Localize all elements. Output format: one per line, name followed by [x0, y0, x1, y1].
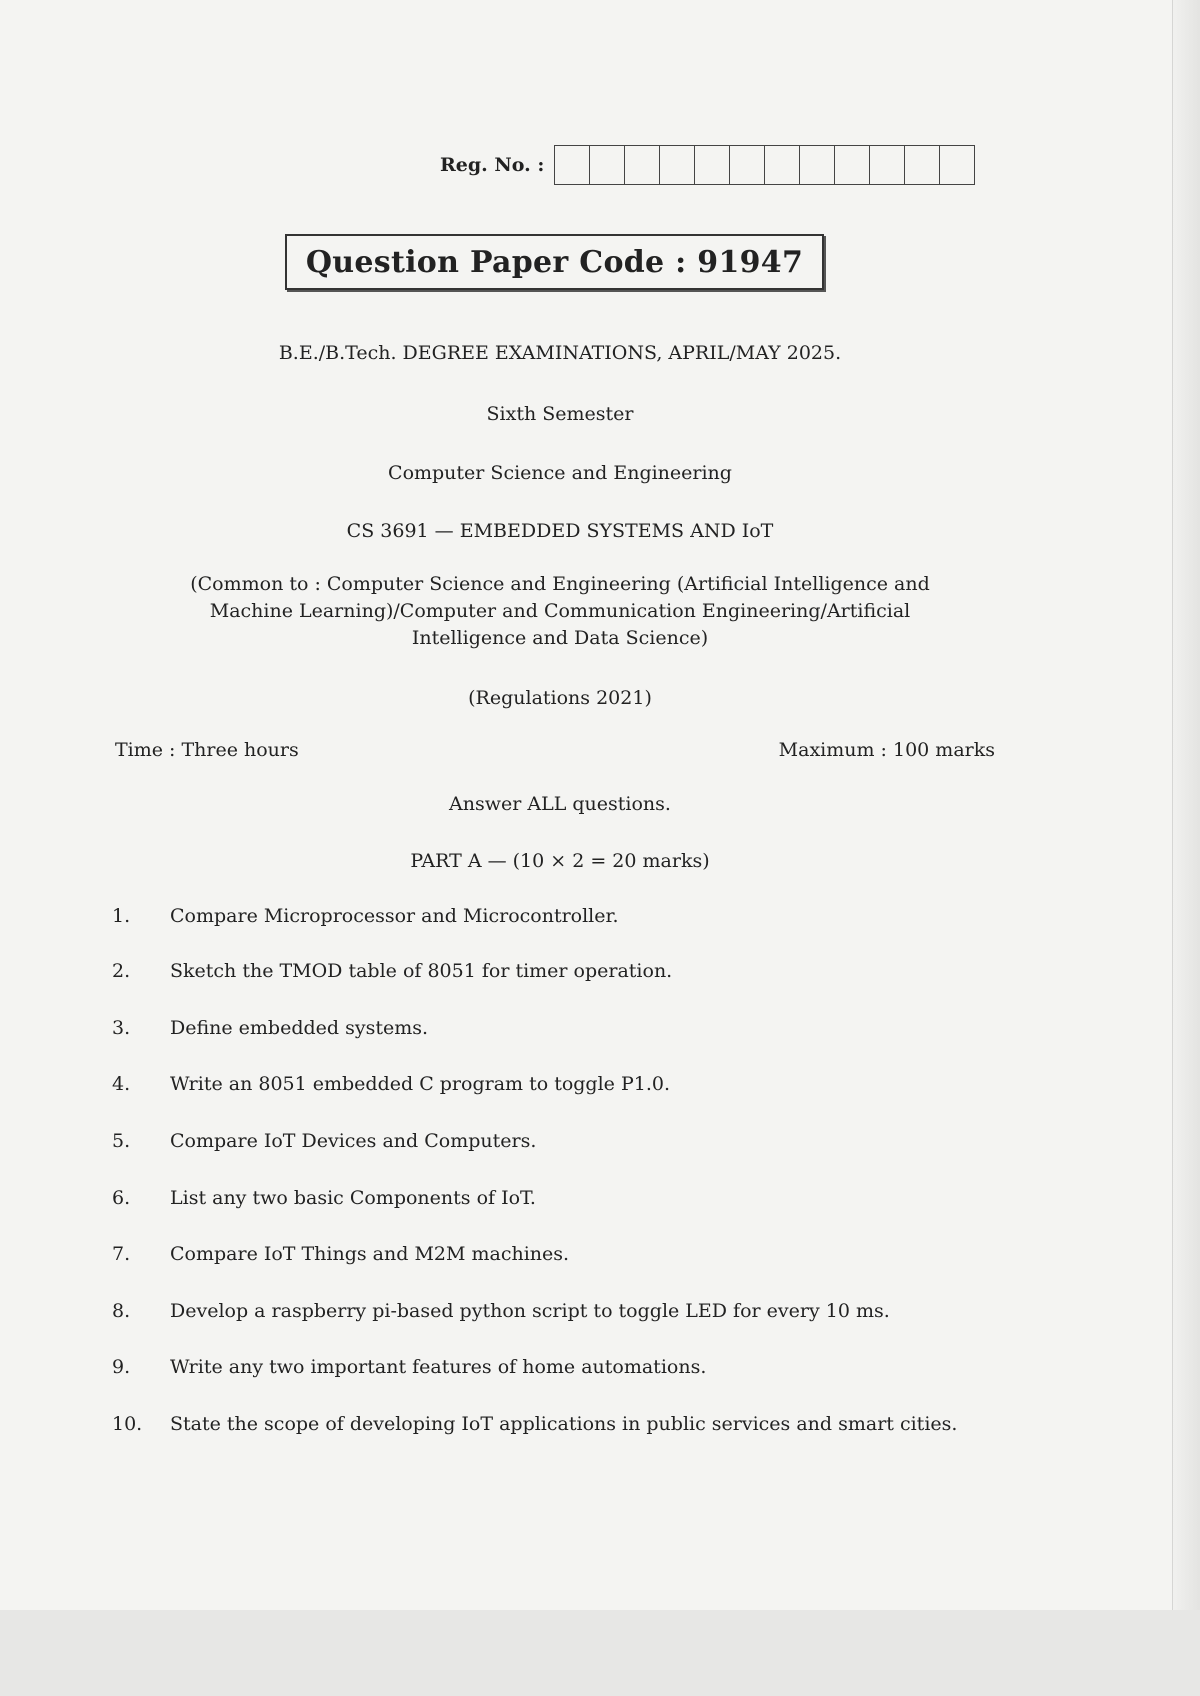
question-text: List any two basic Components of IoT.	[170, 1187, 536, 1209]
question-paper-code: Question Paper Code : 91947	[305, 244, 804, 280]
question-item	[112, 1069, 997, 1099]
question-number: 4.	[112, 1073, 131, 1095]
question-number: 7.	[112, 1243, 131, 1265]
question-number: 2.	[112, 960, 131, 982]
reg-digit-box	[555, 146, 589, 184]
question-item	[112, 1126, 997, 1156]
question-text: Write an 8051 embedded C program to toggle P1.0.	[170, 1073, 670, 1095]
question-item	[112, 1183, 997, 1213]
exam-title: B.E./B.Tech. DEGREE EXAMINATIONS, APRIL/MAY 2025.	[278, 342, 842, 364]
reg-digit-box	[694, 146, 729, 184]
instructions: Answer ALL questions.	[449, 793, 671, 815]
reg-number-boxes	[554, 145, 975, 185]
question-item	[112, 1352, 997, 1382]
question-text: Compare IoT Devices and Computers.	[170, 1130, 537, 1152]
reg-digit-box	[589, 146, 624, 184]
question-number: 10.	[112, 1413, 143, 1435]
reg-digit-box	[624, 146, 659, 184]
semester: Sixth Semester	[486, 403, 634, 425]
page-edge	[1172, 0, 1200, 1610]
question-item	[112, 1013, 997, 1043]
question-item	[112, 956, 997, 986]
question-paper-code-box	[285, 234, 824, 290]
question-number: 5.	[112, 1130, 131, 1152]
scan-bottom-band	[0, 1610, 1200, 1696]
regulations: (Regulations 2021)	[468, 687, 652, 709]
question-text: Write any two important features of home automations.	[170, 1356, 707, 1378]
course-title: CS 3691 — EMBEDDED SYSTEMS AND IoT	[346, 520, 774, 542]
question-text: Sketch the TMOD table of 8051 for timer operation.	[170, 960, 673, 982]
question-number: 6.	[112, 1187, 131, 1209]
exam-duration: Time : Three hours	[115, 739, 299, 761]
reg-digit-box	[799, 146, 834, 184]
question-item	[112, 1239, 997, 1269]
question-text: Compare IoT Things and M2M machines.	[170, 1243, 570, 1265]
reg-digit-box	[659, 146, 694, 184]
question-text: Define embedded systems.	[170, 1017, 429, 1039]
reg-digit-box	[869, 146, 904, 184]
maximum-marks: Maximum : 100 marks	[778, 739, 995, 761]
reg-digit-box	[764, 146, 799, 184]
question-item	[112, 1296, 997, 1326]
question-number: 8.	[112, 1300, 131, 1322]
question-text: Develop a raspberry pi-based python script to toggle LED for every 10 ms.	[170, 1300, 890, 1322]
question-item	[112, 1409, 997, 1439]
question-item	[112, 901, 997, 931]
question-number: 9.	[112, 1356, 131, 1378]
question-text: Compare Microprocessor and Microcontroller.	[170, 905, 619, 927]
question-text: State the scope of developing IoT applications in public services and smart cities.	[170, 1413, 958, 1435]
question-number: 1.	[112, 905, 131, 927]
question-number: 3.	[112, 1017, 131, 1039]
reg-digit-box	[834, 146, 869, 184]
part-heading: PART A — (10 × 2 = 20 marks)	[410, 850, 710, 872]
reg-number-row	[440, 145, 975, 185]
reg-label: Reg. No. :	[440, 154, 545, 176]
department: Computer Science and Engineering	[388, 462, 732, 484]
reg-digit-box	[939, 146, 974, 184]
reg-digit-box	[904, 146, 939, 184]
reg-digit-box	[729, 146, 764, 184]
common-to-note: (Common to : Computer Science and Engineering (Artificial Intelligence and Machine Learning)/Computer and Communication Engineering/Artificial Intelligence and Data Science)	[190, 573, 930, 649]
